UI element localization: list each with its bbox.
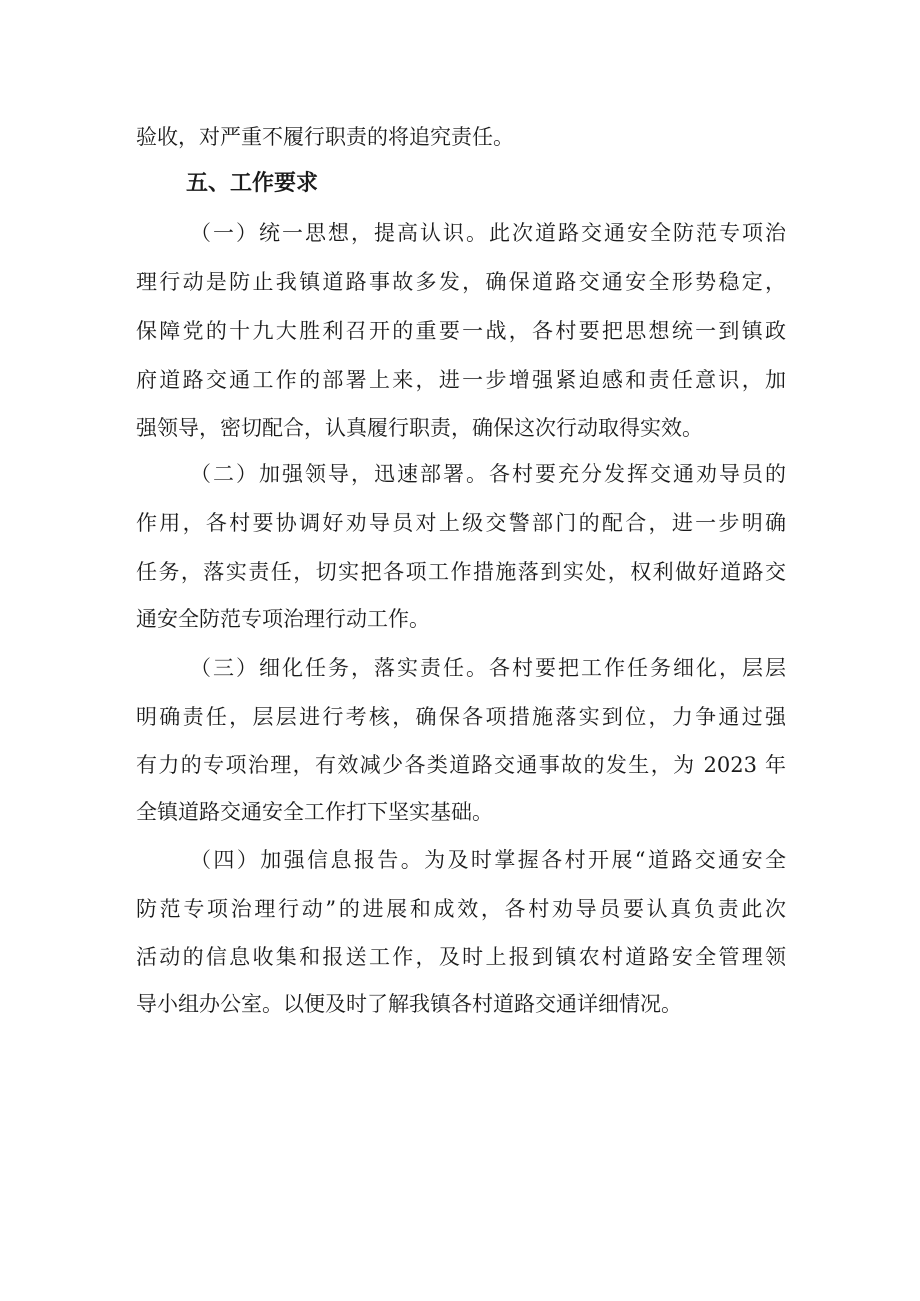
paragraph-line: 保障党的十九大胜利召开的重要一战，各村要把思想统一到镇政 [136,319,786,343]
paragraph-line: 有力的专项治理，有效减少各类道路交通事故的发生，为 2023 年 [136,753,786,777]
paragraph-line: 理行动是防止我镇道路事故多发，确保道路交通安全形势稳定， [136,270,786,294]
paragraph-line: 府道路交通工作的部署上来，进一步增强紧迫感和责任意识，加 [136,368,786,392]
paragraph-line: （一）统一思想，提高认识。此次道路交通安全防范专项治 [190,221,786,245]
paragraph-line: 明确责任，层层进行考核，确保各项措施落实到位，力争通过强 [136,705,786,729]
paragraph-line: 强领导，密切配合，认真履行职责，确保这次行动取得实效。 [136,416,703,440]
section-heading: 五、工作要求 [186,171,319,196]
paragraph-line: 作用，各村要协调好劝导员对上级交警部门的配合，进一步明确 [136,511,786,535]
paragraph-line: （四）加强信息报告。为及时掌握各村开展“道路交通安全 [190,848,786,872]
paragraph-line: 任务，落实责任，切实把各项工作措施落到实处，权利做好道路交 [136,560,786,584]
paragraph-line: （三）细化任务，落实责任。各村要把工作任务细化，层层 [190,656,786,680]
paragraph-line: 防范专项治理行动”的进展和成效，各村劝导员要认真负责此次 [136,897,786,921]
paragraph-line: 导小组办公室。以便及时了解我镇各村道路交通详细情况。 [136,992,682,1016]
paragraph-line: 活动的信息收集和报送工作，及时上报到镇农村道路安全管理领 [136,945,786,969]
intro-line: 验收，对严重不履行职责的将追究责任。 [136,125,514,149]
paragraph-line: 通安全防范专项治理行动工作。 [136,607,430,631]
paragraph-line: （二）加强领导，迅速部署。各村要充分发挥交通劝导员的 [190,462,786,486]
paragraph-line: 全镇道路交通安全工作打下坚实基础。 [136,800,493,824]
